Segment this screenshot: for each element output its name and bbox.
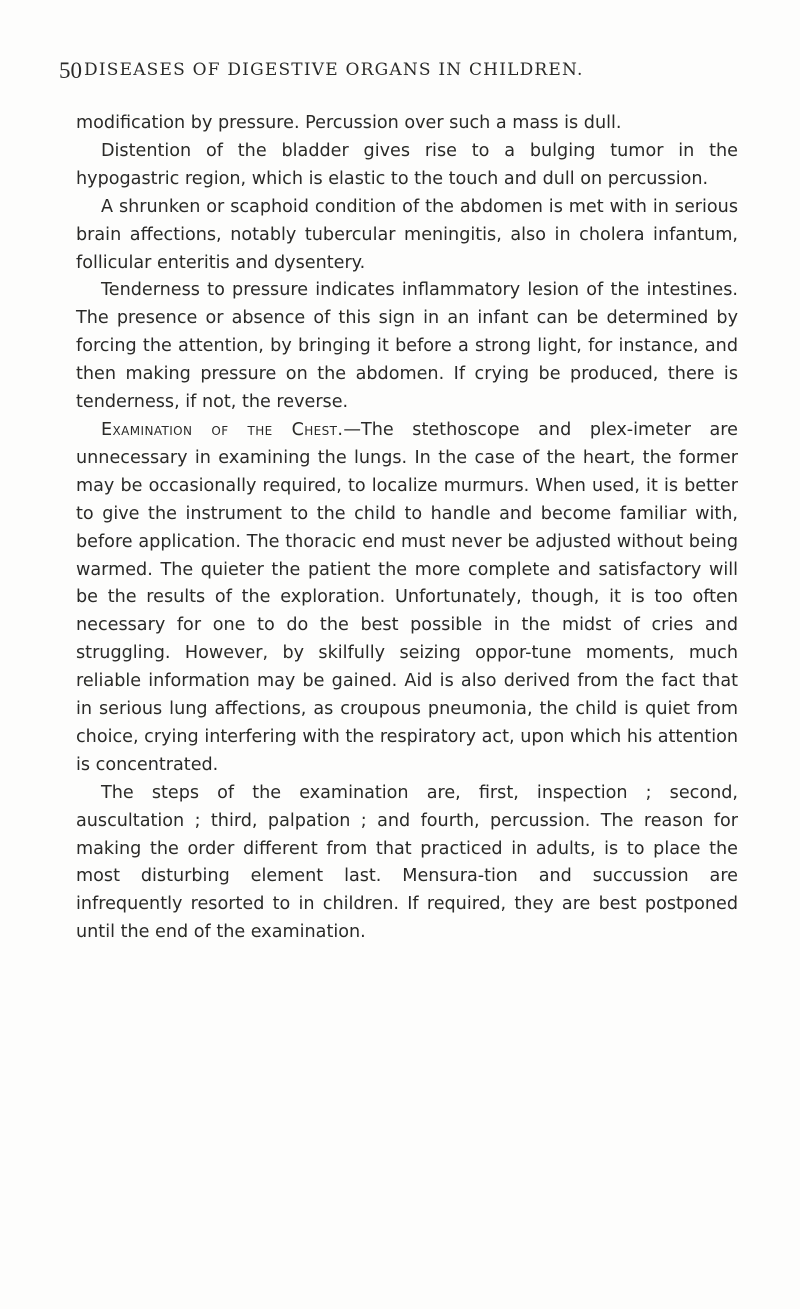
paragraph-scaphoid-abdomen: A shrunken or scaphoid condition of the abdomen is met with in serious brain affections, notably tubercular meningitis, also in cholera infantum, follicular enteritis and dysentery. xyxy=(76,196,738,273)
running-head xyxy=(59,58,732,88)
section-heading-chest: Examination of the Chest. xyxy=(101,419,344,440)
page-number: 50 xyxy=(59,58,82,83)
running-title: DISEASES OF DIGESTIVE ORGANS IN CHILDREN. xyxy=(84,60,584,80)
paragraph-bladder-distention: Distention of the bladder gives rise to a bulging tumor in the hypogastric region, which is elastic to the touch and dull on percussion. xyxy=(76,140,738,189)
paragraph-examination-steps: The steps of the examination are, first, inspection ; second, auscultation ; third, palpation ; and fourth, percussion. The reason for making the order different from that practiced in adults, is to place the most disturbing element last. Mensura-tion and succussion are infrequently resorted to in children. If required, they are best postponed until the end of the examination. xyxy=(76,782,738,943)
chest-examination-text: —The stethoscope and plex-imeter are unnecessary in examining the lungs. In the case of the heart, the former may be occasionally required, to localize murmurs. When used, it is better to give the instrument to the child to handle and become familiar with, before application. The thoracic end must never be adjusted without being warmed. The quieter the patient the more complete and satisfactory will be the results of the exploration. Unfortunately, though, it is too often necessary for one to do the best possible in the midst of cries and struggling. However, by skilfully seizing oppor-tune moments, much reliable information may be gained. Aid is also derived from the fact that in serious lung affections, as croupous pneumonia, the child is quiet from choice, crying interfering with the respiratory act, upon which his attention is concentrated. xyxy=(76,419,738,775)
paragraph-continuation: modification by pressure. Percussion over such a mass is dull. xyxy=(76,113,622,133)
body-text xyxy=(76,110,738,947)
paragraph-chest-examination xyxy=(76,417,738,780)
paragraph-tenderness: Tenderness to pressure indicates inflammatory lesion of the intestines. The presence or absence of this sign in an infant can be determined by forcing the attention, by bringing it before a strong light, for instance, and then making pressure on the abdomen. If crying be produced, there is tenderness, if not, the reverse. xyxy=(76,280,738,413)
